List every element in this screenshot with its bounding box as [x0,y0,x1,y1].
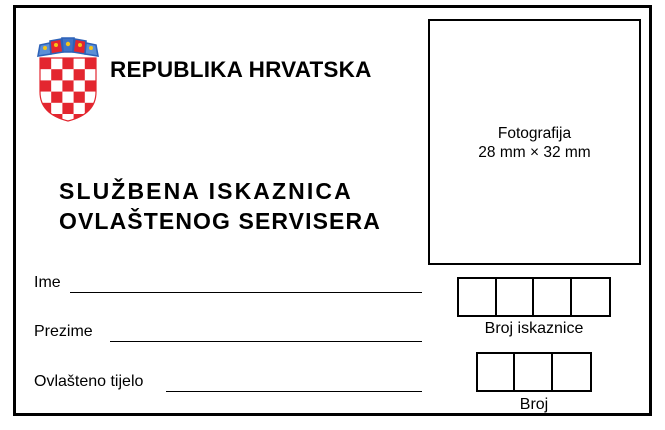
card-number-label: Broj iskaznice [484,320,584,337]
card-title [59,176,381,236]
first-name-line[interactable] [70,292,422,293]
number-boxes [476,352,592,392]
number-box[interactable] [478,354,515,390]
card-number-box[interactable] [534,279,572,315]
coat-check-square [51,80,62,91]
authorized-body-line[interactable] [166,391,422,392]
last-name-line[interactable] [110,341,422,342]
coat-check-square [51,103,62,114]
coat-check-square [62,69,73,80]
coat-check-square [62,80,73,91]
country-name: REPUBLIKA HRVATSKA [110,57,372,82]
coat-check-square [85,114,96,122]
coat-check-square [74,92,85,103]
coat-check-square [85,69,96,80]
coat-check-square [74,103,85,114]
photo-placeholder [428,19,641,265]
photo-caption-title: Fotografija [497,125,572,142]
coat-check-square [85,80,96,91]
card-title-line-2: OVLAŠTENOG SERVISERA [59,208,381,234]
coat-check-square [40,114,51,122]
coat-check-square [40,58,51,69]
card-number-boxes [457,277,611,317]
card-title-line-1: SLUŽBENA ISKAZNICA [59,178,353,204]
coat-check-square [40,69,51,80]
coat-check-square [40,80,51,91]
photo-caption [430,124,639,162]
last-name-label: Prezime [34,323,93,340]
coat-check-square [62,92,73,103]
coat-check-square [74,69,85,80]
coat-check-square [85,58,96,69]
coat-check-square [62,103,73,114]
coat-check-square [51,69,62,80]
first-name-label: Ime [34,274,61,291]
card-number-box[interactable] [459,279,497,315]
number-box[interactable] [553,354,590,390]
authorized-body-label: Ovlašteno tijelo [34,373,144,390]
coat-check-square [51,58,62,69]
photo-caption-size: 28 mm × 32 mm [478,144,591,161]
croatian-coat-of-arms-icon [36,36,100,122]
card-number-box[interactable] [497,279,535,315]
coat-check-square [74,58,85,69]
coat-check-square [74,80,85,91]
card-number-box[interactable] [572,279,609,315]
coat-check-square [51,92,62,103]
number-label: Broj [519,396,549,413]
number-box[interactable] [515,354,552,390]
coat-check-square [62,58,73,69]
